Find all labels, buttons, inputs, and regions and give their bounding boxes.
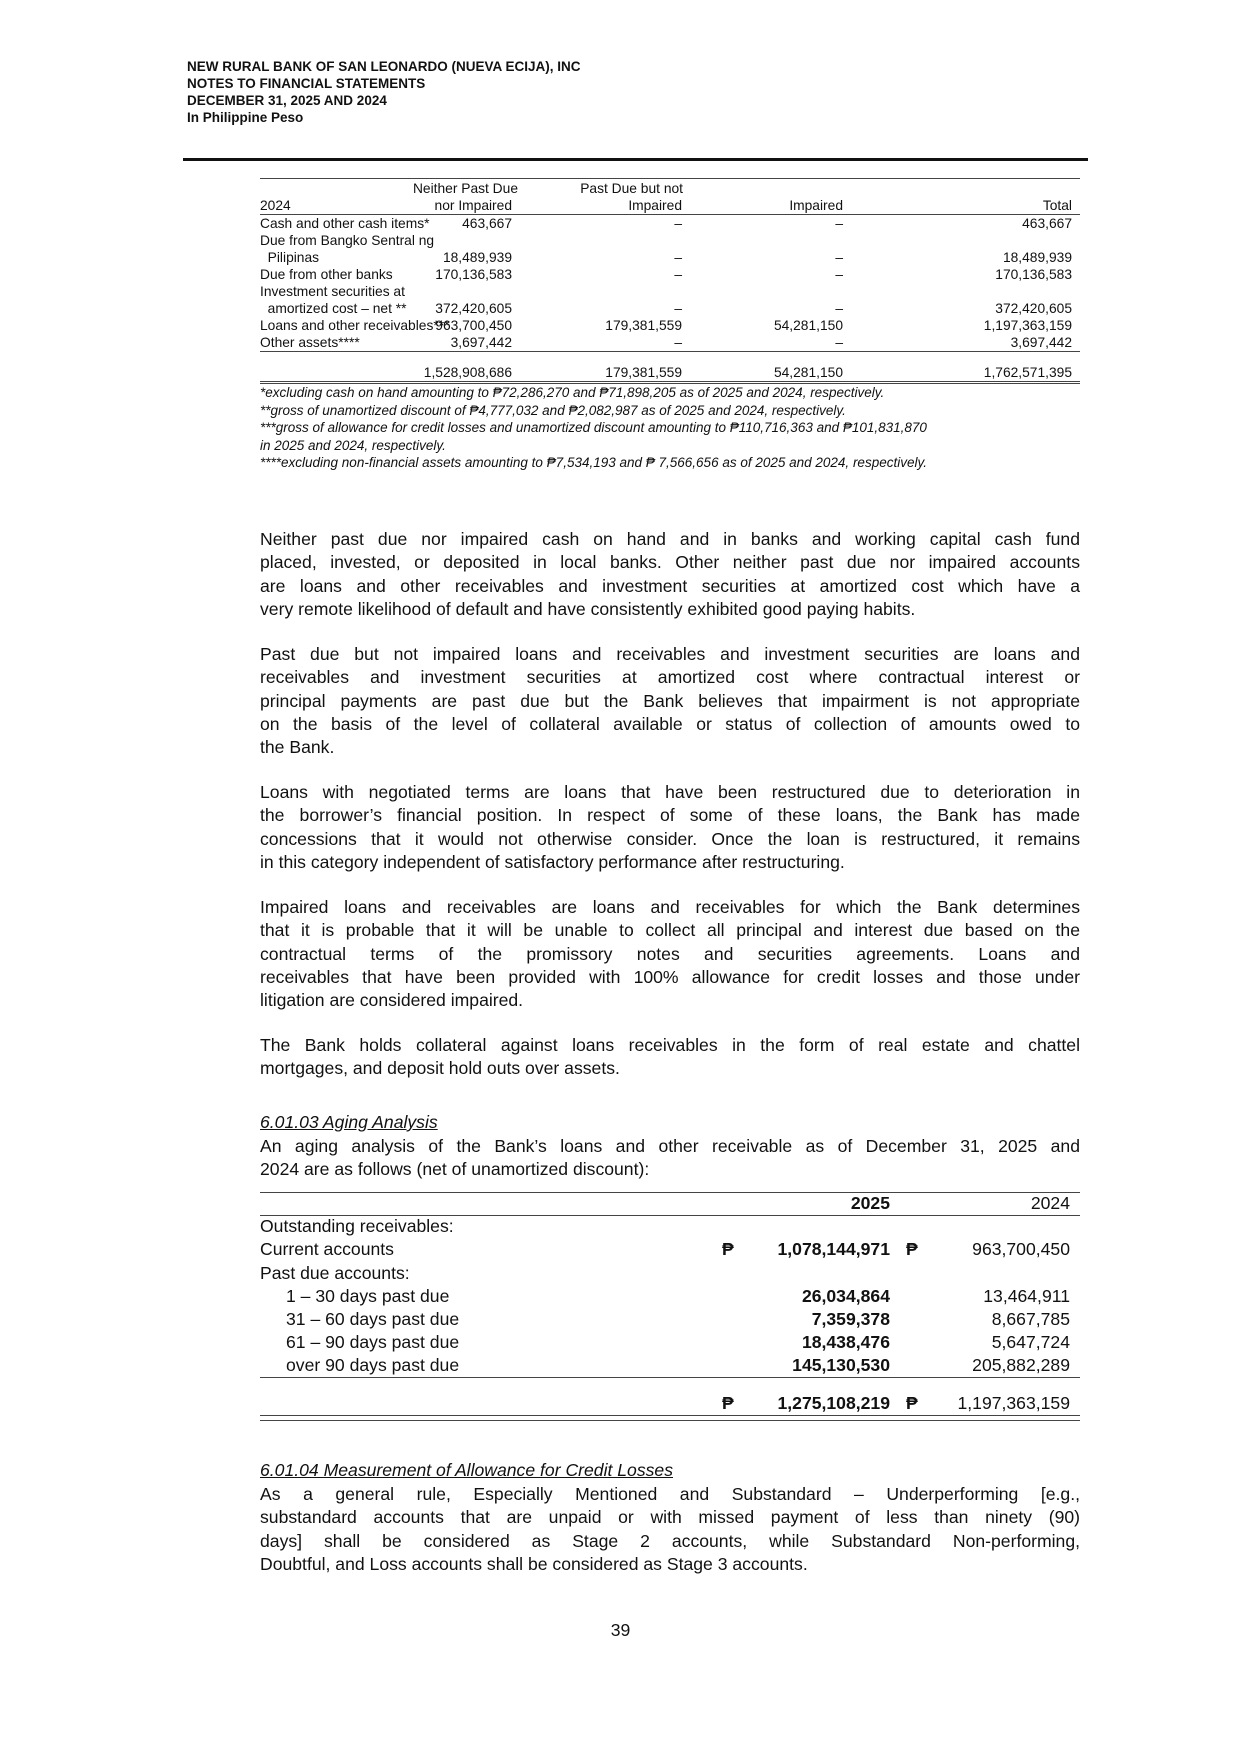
text-line: days] shall be considered as Stage 2 accounts, while Substandard Non-performing,	[260, 1530, 1080, 1551]
aging-row-label: 31 – 60 days past due	[286, 1308, 460, 1329]
paragraph-collateral	[260, 1034, 1080, 1081]
aging-current-row	[260, 1238, 1080, 1261]
past-due-label: Past due accounts:	[260, 1262, 410, 1283]
col-neither-header-b: nor Impaired	[434, 198, 512, 213]
row-label: Due from other banks	[260, 267, 393, 282]
table-spacer	[260, 352, 1080, 364]
header-rule	[183, 158, 1088, 161]
outstanding-label: Outstanding receivables:	[260, 1216, 454, 1237]
paragraph-neither-past-due	[260, 528, 1080, 621]
total-total: 1,762,571,395	[983, 365, 1072, 380]
footnote-3: ***gross of allowance for credit losses and unamortized discount amounting to ₱110,716,363 and ₱101,831,870	[260, 420, 927, 435]
text-line: the borrower’s financial position. In respect of some of these loans, the Bank has made	[260, 805, 1080, 826]
aging-row-2025: 26,034,864	[801, 1285, 890, 1306]
paragraph-past-due-not-impaired	[260, 643, 1080, 759]
row-value: –	[835, 216, 843, 231]
col-impaired-header: Impaired	[789, 198, 843, 213]
aging-row-2025: 7,359,378	[811, 1308, 890, 1329]
text-line: are loans and other receivables and investment securities at amortized cost which have a	[260, 575, 1080, 596]
aging-header-row	[260, 1192, 1080, 1215]
text-line: receivables that have been provided with 100% allowance for credit losses and those under	[260, 966, 1080, 987]
row-label: amortized cost – net **	[260, 301, 407, 316]
statement-title: NOTES TO FINANCIAL STATEMENTS	[187, 76, 426, 91]
text-line: Doubtful, and Loss accounts shall be considered as Stage 3 accounts.	[260, 1553, 808, 1574]
aging-table	[260, 1192, 1080, 1421]
aging-row-2024: 5,647,724	[991, 1332, 1070, 1353]
row-label: Pilipinas	[260, 250, 320, 265]
total-2024-value: 1,197,363,159	[957, 1392, 1070, 1413]
table-row	[260, 317, 1080, 334]
current-accounts-label: Current accounts	[260, 1239, 394, 1260]
aging-header-2025: 2025	[850, 1193, 890, 1213]
statement-date: DECEMBER 31, 2025 AND 2024	[187, 93, 387, 108]
text-line: Impaired loans and receivables are loans and receivables for which the Bank determines	[260, 897, 1080, 917]
row-value: –	[674, 250, 682, 265]
table-top-rule	[260, 178, 1080, 179]
text-line: litigation are considered impaired.	[260, 990, 524, 1011]
peso-sign: ₱	[906, 1392, 918, 1413]
text-line: contractual terms of the promissory notes and securities agreements. Loans and	[260, 943, 1080, 964]
aging-row	[260, 1331, 1080, 1354]
row-label: Cash and other cash items*	[260, 216, 430, 231]
aging-intro	[260, 1135, 1080, 1182]
footnote-4: ****excluding non-financial assets amounting to ₱7,534,193 and ₱ 7,566,656 as of 2025 and 2024, respectively.	[260, 455, 927, 470]
paragraph-impaired	[260, 896, 1080, 1012]
text-line: As a general rule, Especially Mentioned and Substandard – Underperforming [e.g.,	[260, 1484, 1080, 1504]
row-value: –	[674, 267, 682, 282]
text-line: Past due but not impaired loans and receivables and investment securities are loans and	[260, 644, 1080, 664]
peso-sign: ₱	[722, 1239, 734, 1260]
total-2025-value: 1,275,108,219	[777, 1392, 890, 1413]
aging-row	[260, 1285, 1080, 1308]
row-value: 1,197,363,159	[983, 318, 1072, 333]
aging-total-double-rule	[260, 1415, 1080, 1421]
row-value: –	[835, 267, 843, 282]
aging-row-2024: 205,882,289	[972, 1355, 1070, 1376]
peso-sign: ₱	[722, 1392, 734, 1413]
total-pastdue: 179,381,559	[605, 365, 682, 380]
table-header-row-1	[260, 180, 1080, 197]
currency-note: In Philippine Peso	[187, 110, 304, 125]
aging-total-row	[260, 1392, 1080, 1415]
row-value: 463,667	[462, 216, 512, 231]
page-number: 39	[610, 1620, 631, 1640]
current-2024-value: 963,700,450	[972, 1239, 1070, 1260]
aging-row-2024: 13,464,911	[983, 1285, 1070, 1306]
row-label: Due from Bangko Sentral ng	[260, 233, 435, 248]
row-value: 963,700,450	[435, 318, 512, 333]
row-value: 18,489,939	[1002, 250, 1072, 265]
text-line: in this category independent of satisfactory performance after restructuring.	[260, 851, 845, 872]
row-value: 3,697,442	[1010, 335, 1072, 350]
footnote-2: **gross of unamortized discount of ₱4,777,032 and ₱2,082,987 as of 2025 and 2024, respectively.	[260, 402, 846, 418]
total-impaired: 54,281,150	[773, 365, 843, 380]
text-line: substandard accounts that are unpaid or with missed payment of less than ninety (90)	[260, 1507, 1080, 1528]
table-row	[260, 249, 1080, 266]
row-value: 18,489,939	[442, 250, 512, 265]
table-header-row-2	[260, 197, 1080, 215]
text-line: An aging analysis of the Bank’s loans and other receivable as of December 31, 2025 and	[260, 1136, 1080, 1156]
text-line: very remote likelihood of default and have consistently exhibited good paying habits.	[260, 598, 916, 619]
text-line: the Bank.	[260, 737, 335, 758]
col-pastdue-header-b: Impaired	[628, 198, 682, 213]
aging-header-2024: 2024	[1030, 1193, 1070, 1213]
aging-row-2025: 18,438,476	[801, 1332, 890, 1353]
row-label: Other assets****	[260, 335, 360, 350]
text-line: receivables and investment securities at amortized cost where contractual interest or	[260, 667, 1080, 688]
table-row	[260, 215, 1080, 232]
aging-pastdue-row	[260, 1262, 1080, 1285]
table-row	[260, 232, 1080, 249]
bank-name: NEW RURAL BANK OF SAN LEONARDO (NUEVA ECIJA), INC	[187, 59, 581, 74]
aging-row-2025: 145,130,530	[792, 1355, 890, 1376]
peso-sign: ₱	[906, 1239, 918, 1260]
aging-outstanding-row	[260, 1215, 1080, 1238]
col-total-header: Total	[1042, 198, 1072, 213]
row-value: –	[674, 216, 682, 231]
row-value: 170,136,583	[435, 267, 512, 282]
aging-pastdue-body	[260, 1285, 1080, 1378]
credit-quality-table	[260, 178, 1080, 472]
text-line: Loans with negotiated terms are loans that have been restructured due to deterioration in	[260, 782, 1080, 802]
allowance-title: 6.01.04 Measurement of Allowance for Credit Losses	[260, 1460, 674, 1480]
text-line: The Bank holds collateral against loans receivables in the form of real estate and chattel	[260, 1035, 1080, 1055]
row-value: –	[674, 335, 682, 350]
row-value: –	[835, 301, 843, 316]
aging-row	[260, 1354, 1080, 1377]
row-value: –	[674, 301, 682, 316]
table-body	[260, 215, 1080, 352]
text-line: placed, invested, or deposited in local banks. Other neither past due nor impaired accounts	[260, 552, 1080, 573]
table-row	[260, 300, 1080, 317]
aging-row-label: over 90 days past due	[286, 1355, 460, 1376]
row-value: 463,667	[1022, 216, 1072, 231]
aging-row-label: 61 – 90 days past due	[286, 1332, 460, 1353]
row-value: 54,281,150	[773, 318, 843, 333]
text-line: 2024 are as follows (net of unamortized discount):	[260, 1159, 650, 1180]
year-header: 2024	[260, 198, 291, 213]
row-value: –	[835, 250, 843, 265]
total-neither: 1,528,908,686	[423, 365, 512, 380]
allowance-paragraph	[260, 1483, 1080, 1576]
table-row	[260, 334, 1080, 352]
current-2025-value: 1,078,144,971	[777, 1239, 890, 1260]
aging-row-label: 1 – 30 days past due	[286, 1285, 450, 1306]
col-neither-header-a: Neither Past Due	[412, 181, 518, 196]
paragraph-negotiated-terms	[260, 781, 1080, 874]
row-value: –	[835, 335, 843, 350]
text-line: principal payments are past due but the Bank believes that impairment is not appropriate	[260, 690, 1080, 711]
aging-spacer	[260, 1378, 1080, 1392]
text-line: concessions that it would not otherwise consider. Once the loan is restructured, it remains	[260, 828, 1080, 849]
text-line: mortgages, and deposit hold outs over assets.	[260, 1058, 620, 1079]
row-value: 372,420,605	[435, 301, 512, 316]
row-value: 3,697,442	[450, 335, 512, 350]
col-pastdue-header-a: Past Due but not	[580, 181, 683, 196]
aging-row	[260, 1308, 1080, 1331]
table-row	[260, 283, 1080, 300]
aging-row-2024: 8,667,785	[991, 1308, 1070, 1329]
row-label: Loans and other receivables***	[260, 318, 450, 333]
row-label: Investment securities at	[260, 284, 405, 299]
footnote-3-cont: in 2025 and 2024, respectively.	[260, 437, 446, 453]
footnote-1: *excluding cash on hand amounting to ₱72,286,270 and ₱71,898,205 as of 2025 and 2024, respectively.	[260, 385, 885, 400]
aging-analysis-title: 6.01.03 Aging Analysis	[260, 1112, 438, 1132]
document-header	[187, 58, 581, 126]
text-line: on the basis of the level of collateral available or status of collection of amounts owed to	[260, 713, 1080, 734]
text-line: that it is probable that it will be unable to collect all principal and interest due based on the	[260, 920, 1080, 941]
table-footnotes	[260, 384, 1080, 472]
row-value: 170,136,583	[995, 267, 1072, 282]
row-value: 179,381,559	[605, 318, 682, 333]
table-row	[260, 266, 1080, 283]
row-value: 372,420,605	[995, 301, 1072, 316]
table-total-row	[260, 364, 1080, 384]
text-line: Neither past due nor impaired cash on hand and in banks and working capital cash fund	[260, 529, 1080, 549]
